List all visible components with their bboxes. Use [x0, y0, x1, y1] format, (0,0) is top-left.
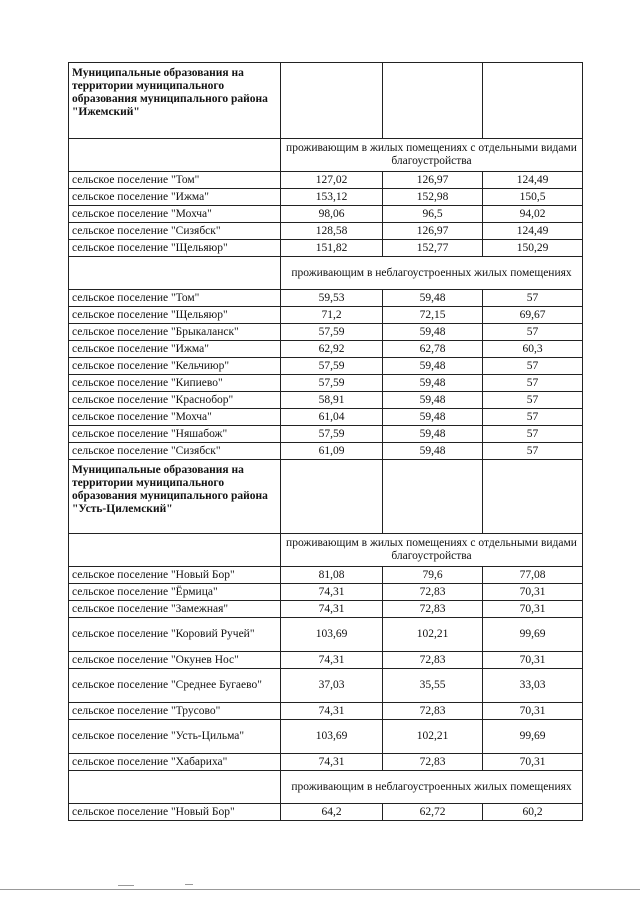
- value-cell: 57: [483, 409, 583, 426]
- value-cell: 69,67: [483, 307, 583, 324]
- empty-cell: [69, 257, 281, 290]
- value-cell: 96,5: [383, 206, 483, 223]
- settlement-name: сельское поселение "Щельяюр": [69, 240, 281, 257]
- value-cell: 59,48: [383, 375, 483, 392]
- settlement-name: сельское поселение "Кельчиюр": [69, 358, 281, 375]
- value-cell: 70,31: [483, 584, 583, 601]
- value-cell: 127,02: [281, 172, 383, 189]
- value-cell: 77,08: [483, 567, 583, 584]
- table-row: [69, 223, 583, 240]
- value-cell: 72,15: [383, 307, 483, 324]
- value-cell: 59,53: [281, 290, 383, 307]
- value-cell: 35,55: [383, 669, 483, 703]
- value-cell: 72,83: [383, 652, 483, 669]
- tariff-table-body: [69, 63, 583, 821]
- table-row: [69, 240, 583, 257]
- settlement-name: сельское поселение "Няшабож": [69, 426, 281, 443]
- group-label-row: [69, 139, 583, 172]
- settlement-name: сельское поселение "Сизябск": [69, 223, 281, 240]
- settlement-name: сельское поселение "Брыкаланск": [69, 324, 281, 341]
- value-cell: 57,59: [281, 358, 383, 375]
- table-row: [69, 172, 583, 189]
- table-row: [69, 358, 583, 375]
- group-label: проживающим в неблагоустроенных жилых помещениях: [281, 257, 583, 290]
- table-row: [69, 703, 583, 720]
- value-cell: 150,5: [483, 189, 583, 206]
- value-cell: 70,31: [483, 601, 583, 618]
- value-cell: 126,97: [383, 172, 483, 189]
- value-cell: 70,31: [483, 754, 583, 771]
- settlement-name: сельское поселение "Том": [69, 172, 281, 189]
- settlement-name: сельское поселение "Замежная": [69, 601, 281, 618]
- value-cell: 70,31: [483, 652, 583, 669]
- value-cell: 57: [483, 290, 583, 307]
- value-cell: 59,48: [383, 409, 483, 426]
- value-cell: 64,2: [281, 804, 383, 821]
- section-header-row: [69, 460, 583, 534]
- value-cell: 62,78: [383, 341, 483, 358]
- table-row: [69, 601, 583, 618]
- table-row: [69, 584, 583, 601]
- value-cell: 72,83: [383, 584, 483, 601]
- tariff-table: [68, 62, 583, 821]
- value-cell: 126,97: [383, 223, 483, 240]
- value-cell: 128,58: [281, 223, 383, 240]
- settlement-name: сельское поселение "Новый Бор": [69, 804, 281, 821]
- empty-cell: [483, 460, 583, 534]
- value-cell: 124,49: [483, 223, 583, 240]
- value-cell: 59,48: [383, 324, 483, 341]
- table-row: [69, 392, 583, 409]
- value-cell: 152,98: [383, 189, 483, 206]
- value-cell: 59,48: [383, 443, 483, 460]
- value-cell: 59,48: [383, 392, 483, 409]
- empty-cell: [69, 534, 281, 567]
- value-cell: 37,03: [281, 669, 383, 703]
- value-cell: 57: [483, 392, 583, 409]
- empty-cell: [281, 63, 383, 139]
- value-cell: 58,91: [281, 392, 383, 409]
- settlement-name: сельское поселение "Хабариха": [69, 754, 281, 771]
- value-cell: 62,72: [383, 804, 483, 821]
- empty-cell: [383, 460, 483, 534]
- value-cell: 102,21: [383, 720, 483, 754]
- settlement-name: сельское поселение "Усть-Цильма": [69, 720, 281, 754]
- group-label: проживающим в неблагоустроенных жилых помещениях: [281, 771, 583, 804]
- document-page: [68, 62, 583, 821]
- table-row: [69, 290, 583, 307]
- value-cell: 62,92: [281, 341, 383, 358]
- section-header: Муниципальные образования на территории муниципального образования муниципального района "Усть-Цилемский": [69, 460, 281, 534]
- value-cell: 103,69: [281, 720, 383, 754]
- group-label: проживающим в жилых помещениях с отдельными видами благоустройства: [281, 139, 583, 172]
- value-cell: 72,83: [383, 601, 483, 618]
- value-cell: 33,03: [483, 669, 583, 703]
- value-cell: 70,31: [483, 703, 583, 720]
- settlement-name: сельское поселение "Щельяюр": [69, 307, 281, 324]
- value-cell: 153,12: [281, 189, 383, 206]
- value-cell: 74,31: [281, 754, 383, 771]
- settlement-name: сельское поселение "Трусово": [69, 703, 281, 720]
- settlement-name: сельское поселение "Мохча": [69, 409, 281, 426]
- value-cell: 71,2: [281, 307, 383, 324]
- value-cell: 72,83: [383, 703, 483, 720]
- value-cell: 57,59: [281, 324, 383, 341]
- table-row: [69, 426, 583, 443]
- value-cell: 74,31: [281, 652, 383, 669]
- value-cell: 72,83: [383, 754, 483, 771]
- settlement-name: сельское поселение "Мохча": [69, 206, 281, 223]
- section-header-row: [69, 63, 583, 139]
- value-cell: 102,21: [383, 618, 483, 652]
- settlement-name: сельское поселение "Окунев Нос": [69, 652, 281, 669]
- empty-cell: [69, 771, 281, 804]
- group-label: проживающим в жилых помещениях с отдельными видами благоустройства: [281, 534, 583, 567]
- table-row: [69, 324, 583, 341]
- value-cell: 57,59: [281, 426, 383, 443]
- value-cell: 150,29: [483, 240, 583, 257]
- value-cell: 57,59: [281, 375, 383, 392]
- section-header: Муниципальные образования на территории муниципального образования муниципального района "Ижемский": [69, 63, 281, 139]
- settlement-name: сельское поселение "Кипиево": [69, 375, 281, 392]
- value-cell: 60,3: [483, 341, 583, 358]
- table-row: [69, 189, 583, 206]
- value-cell: 94,02: [483, 206, 583, 223]
- settlement-name: сельское поселение "Ижма": [69, 341, 281, 358]
- value-cell: 61,09: [281, 443, 383, 460]
- value-cell: 74,31: [281, 601, 383, 618]
- table-row: [69, 341, 583, 358]
- value-cell: 98,06: [281, 206, 383, 223]
- value-cell: 57: [483, 443, 583, 460]
- table-row: [69, 720, 583, 754]
- value-cell: 74,31: [281, 584, 383, 601]
- value-cell: 152,77: [383, 240, 483, 257]
- group-label-row: [69, 771, 583, 804]
- footer-mark: [185, 884, 193, 885]
- table-row: [69, 409, 583, 426]
- empty-cell: [383, 63, 483, 139]
- value-cell: 74,31: [281, 703, 383, 720]
- value-cell: 59,48: [383, 358, 483, 375]
- table-row: [69, 567, 583, 584]
- empty-cell: [281, 460, 383, 534]
- footer-mark: [118, 885, 134, 886]
- table-row: [69, 206, 583, 223]
- empty-cell: [69, 139, 281, 172]
- settlement-name: сельское поселение "Среднее Бугаево": [69, 669, 281, 703]
- value-cell: 57: [483, 324, 583, 341]
- value-cell: 103,69: [281, 618, 383, 652]
- settlement-name: сельское поселение "Краснобор": [69, 392, 281, 409]
- table-row: [69, 804, 583, 821]
- settlement-name: сельское поселение "Ёрмица": [69, 584, 281, 601]
- settlement-name: сельское поселение "Том": [69, 290, 281, 307]
- value-cell: 59,48: [383, 426, 483, 443]
- value-cell: 60,2: [483, 804, 583, 821]
- settlement-name: сельское поселение "Сизябск": [69, 443, 281, 460]
- value-cell: 57: [483, 426, 583, 443]
- value-cell: 57: [483, 375, 583, 392]
- value-cell: 124,49: [483, 172, 583, 189]
- value-cell: 151,82: [281, 240, 383, 257]
- table-row: [69, 754, 583, 771]
- table-row: [69, 443, 583, 460]
- value-cell: 99,69: [483, 720, 583, 754]
- settlement-name: сельское поселение "Новый Бор": [69, 567, 281, 584]
- footer-rule: [0, 889, 640, 890]
- value-cell: 99,69: [483, 618, 583, 652]
- value-cell: 81,08: [281, 567, 383, 584]
- value-cell: 57: [483, 358, 583, 375]
- table-row: [69, 375, 583, 392]
- group-label-row: [69, 257, 583, 290]
- group-label-row: [69, 534, 583, 567]
- table-row: [69, 652, 583, 669]
- table-row: [69, 307, 583, 324]
- settlement-name: сельское поселение "Ижма": [69, 189, 281, 206]
- value-cell: 79,6: [383, 567, 483, 584]
- table-row: [69, 618, 583, 652]
- table-row: [69, 669, 583, 703]
- value-cell: 61,04: [281, 409, 383, 426]
- empty-cell: [483, 63, 583, 139]
- settlement-name: сельское поселение "Коровий Ручей": [69, 618, 281, 652]
- value-cell: 59,48: [383, 290, 483, 307]
